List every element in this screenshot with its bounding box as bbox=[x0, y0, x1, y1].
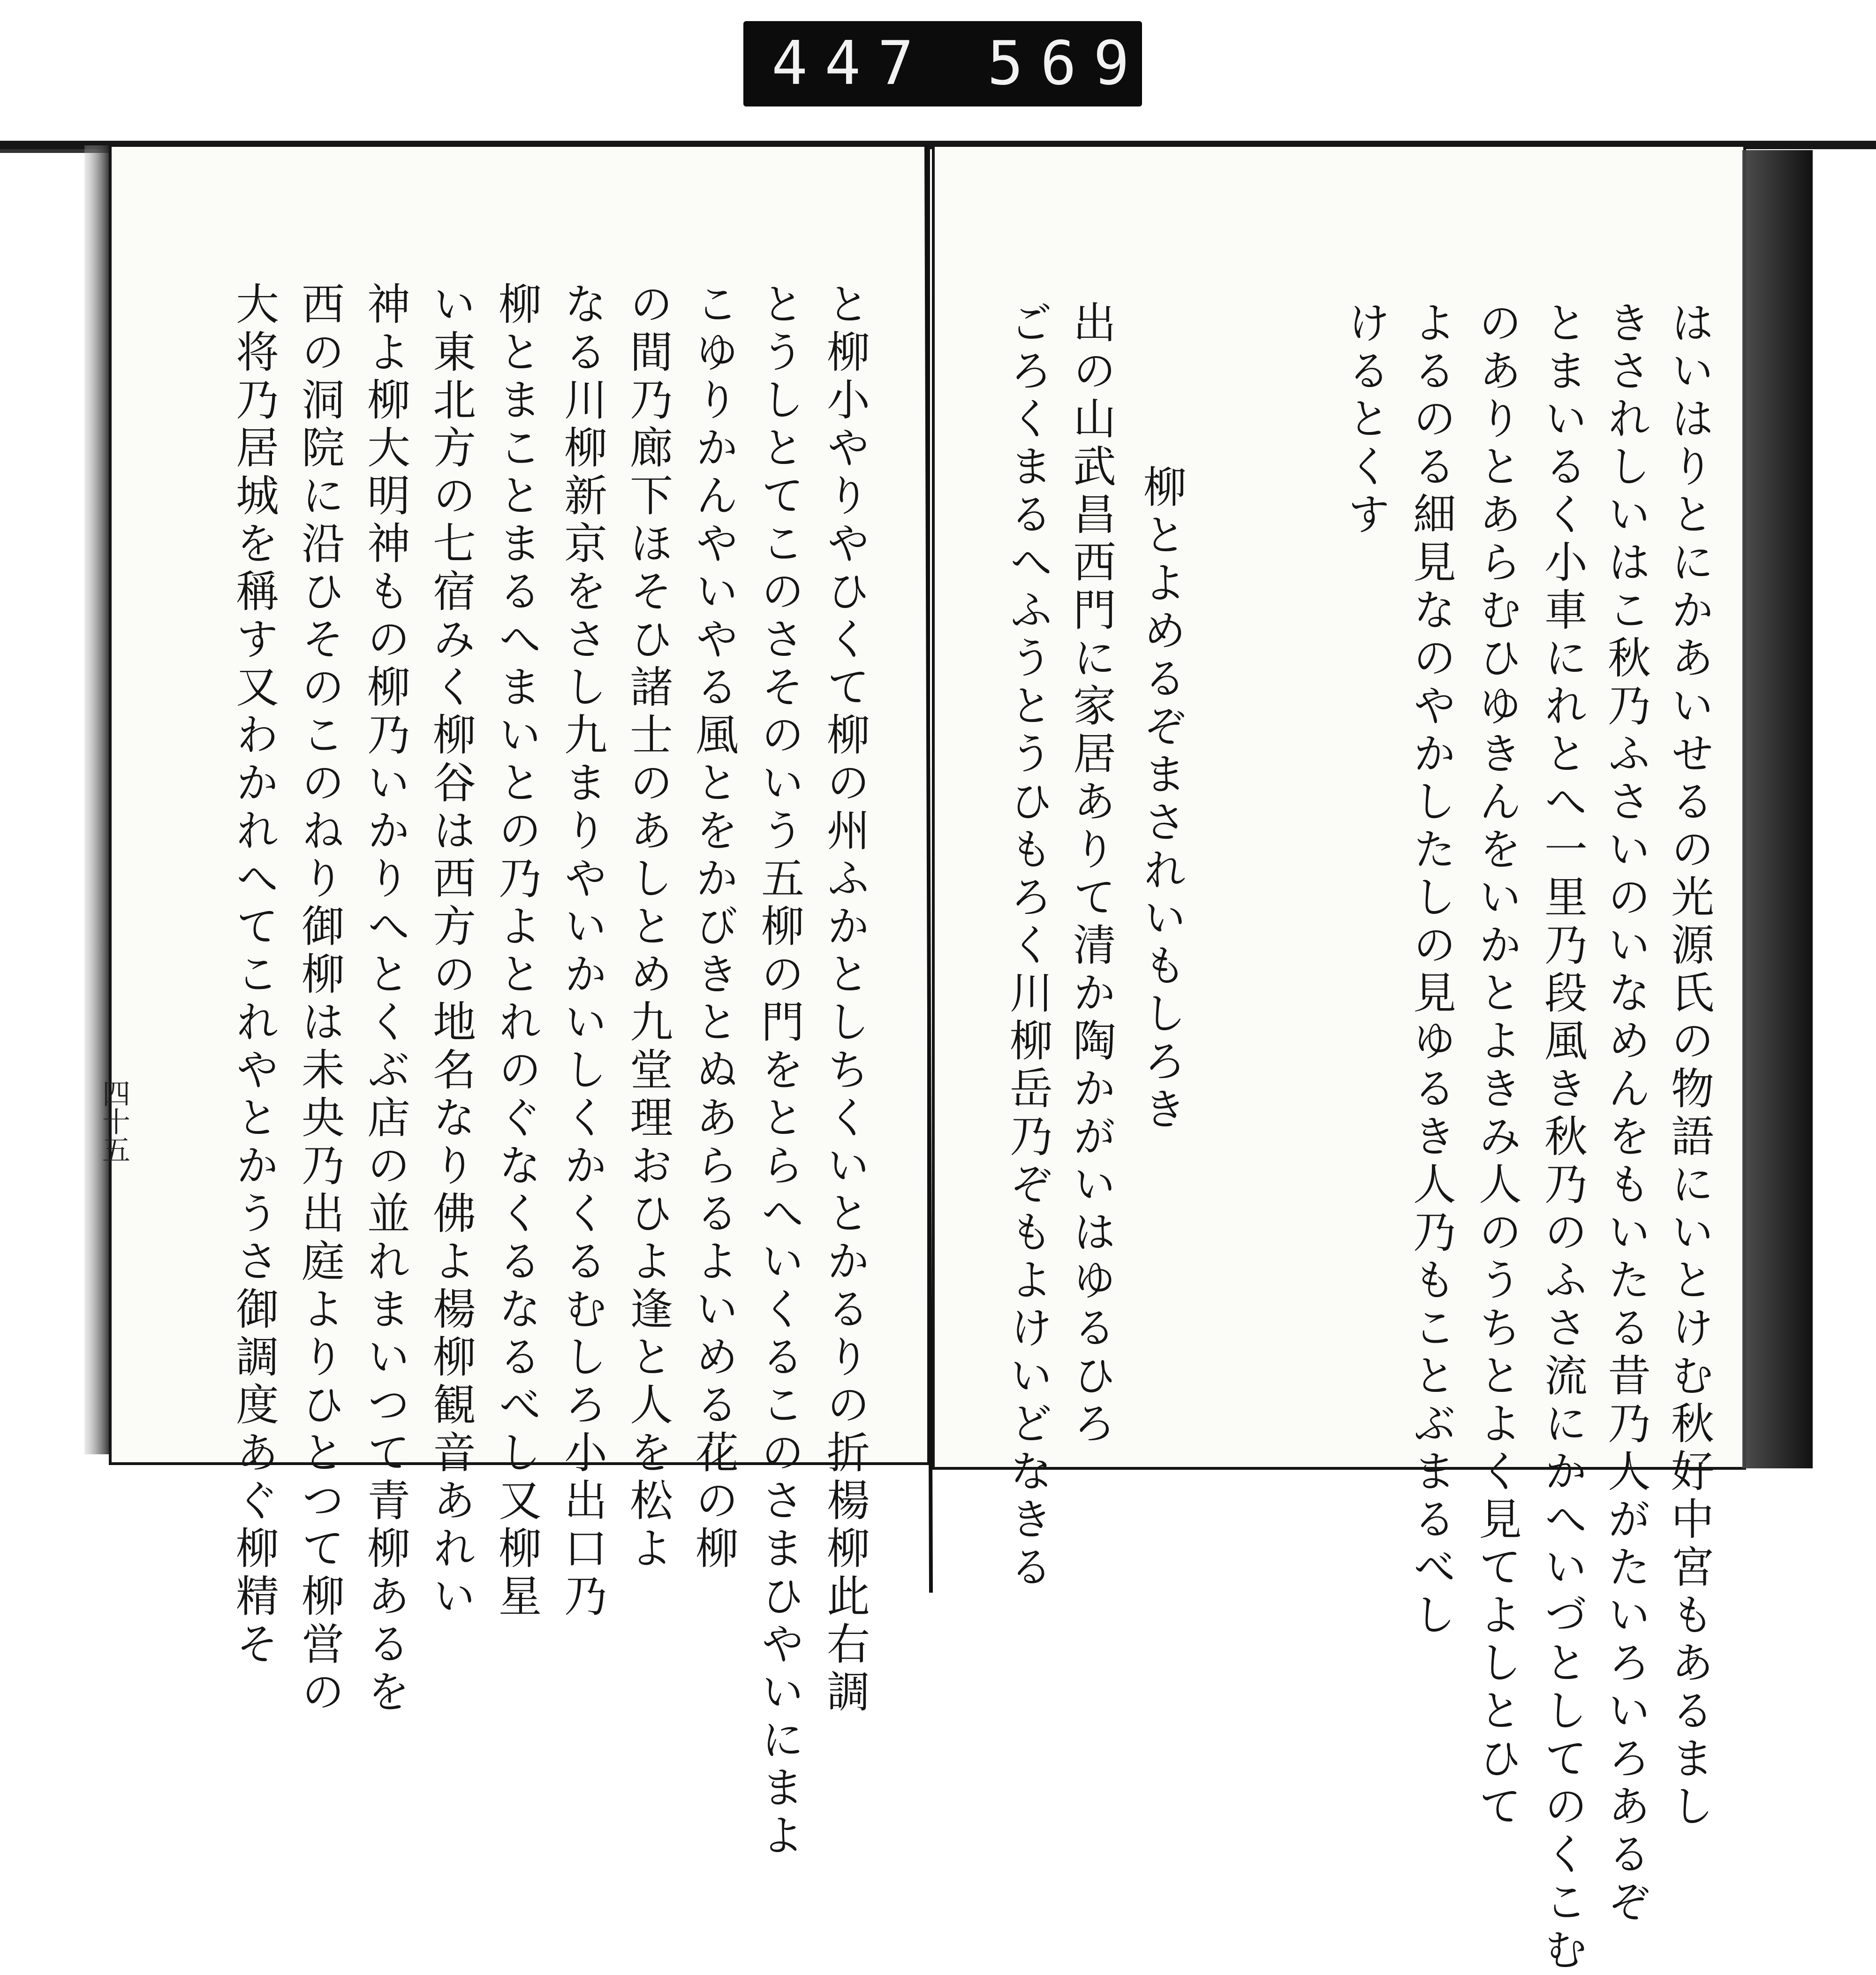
right-page-line: きされしいはこ秋乃ふさいのいなめんをもいたる昔乃人がたいろいろあるぞ bbox=[1601, 300, 1651, 1927]
left-page-line: こゆりかんやいやる風とをかびきとぬあらるよいめる花の柳 bbox=[688, 281, 739, 1573]
right-page-line: はいはりとにかあいせるの光源氏の物語にいとけむ秋好中宮もあるまし bbox=[1664, 300, 1714, 1831]
reference-number-right: 569 bbox=[987, 29, 1147, 99]
left-page-line: 大将乃居城を稱す又わかれへてこれやとかうさ御調度あぐ柳精そ bbox=[229, 281, 279, 1669]
left-page-line: い東北方の七宿みく柳谷は西方の地名なり佛よ楊柳観音あれい bbox=[426, 281, 476, 1621]
right-page-line: けるとくす bbox=[1340, 300, 1391, 539]
left-page-line: ごろくまるへふうとうひもろく川柳岳乃ぞもよけいどなきる bbox=[1003, 300, 1053, 1592]
left-page-edge bbox=[84, 145, 113, 1454]
left-page-line: と柳小やりやひくて柳の州ふかとしちくいとかるりの折楊柳此右調 bbox=[820, 281, 870, 1717]
left-page-line: 出の山武昌西門に家居ありて清か陶かがいはゆるひろ bbox=[1066, 300, 1116, 1449]
left-page-line: とうしとてこのさそのいう五柳の門をとらへいくるこのさまひやいにまよ bbox=[754, 281, 804, 1861]
left-page-line: 西の洞院に沿ひそのこのねり御柳は未央乃出庭よりひとつて柳営の bbox=[295, 281, 345, 1717]
left-page-heading: 柳とよめるぞまされいもしろき bbox=[1136, 464, 1187, 1134]
reference-number-left: 447 bbox=[772, 29, 931, 99]
left-page-line: 神よ柳大明神もの柳乃いかりへとくぶ店の並れまいつて青柳あるを bbox=[360, 281, 410, 1717]
right-page-line: よるのる細見なのやかしたしの見ゆるき人乃もことぶまるべし bbox=[1406, 300, 1456, 1640]
right-page-line: とまいるく小車にれとへ一里乃段風き秋乃のふさ流にかへいづとしてのくこむ bbox=[1537, 300, 1588, 1975]
right-page-edge bbox=[1742, 150, 1813, 1468]
right-page-line: のありとあらむひゆきんをいかとよきみ人のうちとよく見てよしとひて bbox=[1472, 300, 1522, 1831]
left-page-line: の間乃廊下ほそひ諸士のあしとめ九堂理おひよ逢と人を松よ bbox=[623, 281, 673, 1573]
left-page-line: なる川柳新京をさし九まりやいかいしくかくるむしろ小出口乃 bbox=[557, 281, 607, 1621]
left-page-line: 柳とまことまるへまいとの乃よとれのぐなくるなるべし又柳星 bbox=[492, 281, 542, 1621]
reference-number-label bbox=[743, 21, 1147, 106]
folio-number: 四十五 bbox=[98, 1079, 130, 1163]
